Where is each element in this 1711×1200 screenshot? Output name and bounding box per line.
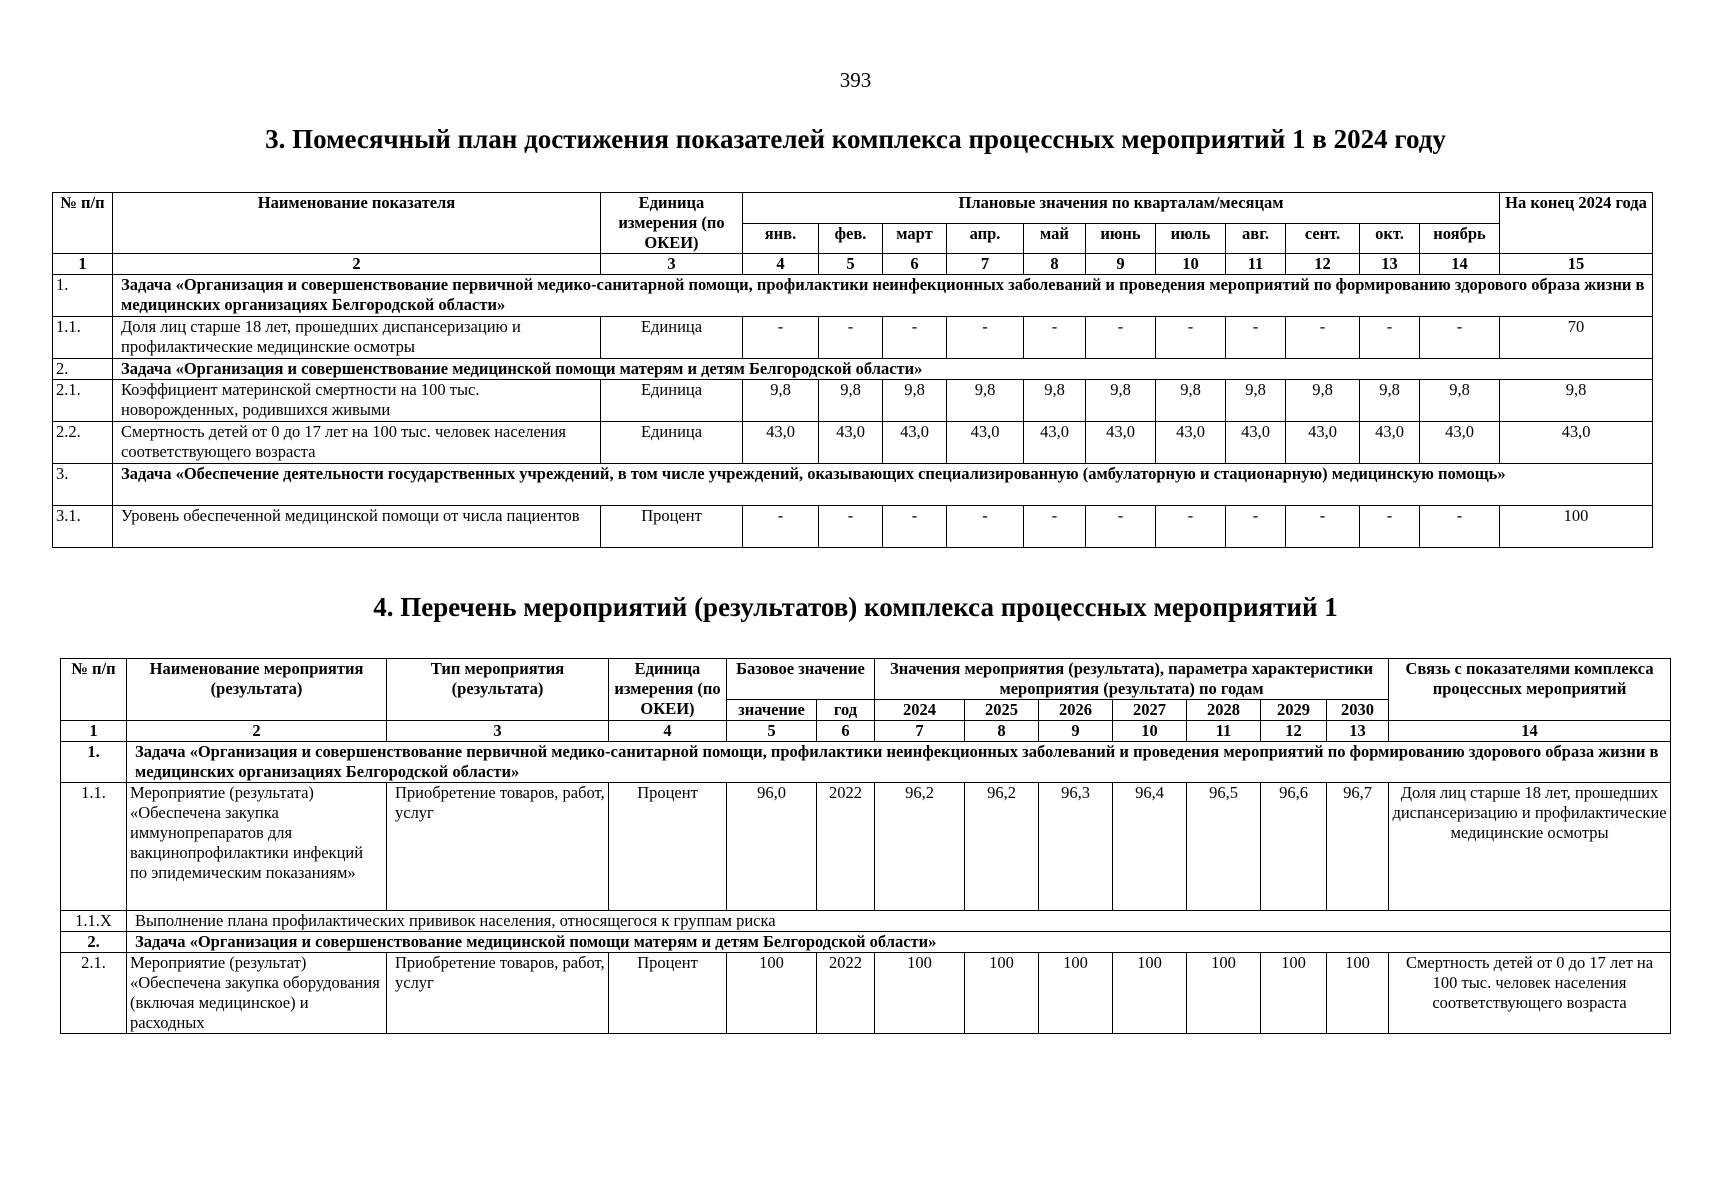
row-number: 1.1.Х — [61, 911, 127, 932]
month-value: - — [1086, 506, 1156, 548]
row-number: 1. — [53, 275, 113, 317]
year-value: 96,4 — [1113, 783, 1187, 911]
month-value: 43,0 — [819, 422, 883, 464]
column-number: 3 — [387, 721, 609, 742]
month-value: - — [1420, 317, 1500, 359]
indicator-unit: Процент — [601, 506, 743, 548]
column-number: 4 — [743, 254, 819, 275]
activity-row — [61, 953, 1671, 1034]
column-number: 3 — [601, 254, 743, 275]
month-value: - — [1360, 317, 1420, 359]
section3-title: 3. Помесячный план достижения показателей комплекса процессных мероприятий 1 в 2024 году — [265, 124, 1446, 154]
column-number: 10 — [1113, 721, 1187, 742]
row-number: 2.2. — [53, 422, 113, 464]
activity-type: Приобретение товаров, работ, услуг — [387, 783, 609, 911]
year-value: 96,2 — [875, 783, 965, 911]
header-plan: Плановые значения по кварталам/месяцам — [743, 193, 1500, 224]
header-base-year: год — [817, 700, 875, 721]
indicator-unit: Единица — [601, 317, 743, 359]
activity-name: Мероприятие (результат) «Обеспечена закупка оборудования (включая медицинское) и расходных — [127, 953, 387, 1034]
task-row — [53, 275, 1653, 317]
column-number: 8 — [1024, 254, 1086, 275]
column-number: 14 — [1389, 721, 1671, 742]
column-number: 4 — [609, 721, 727, 742]
header-year: 2025 — [965, 700, 1039, 721]
header-year: 2030 — [1327, 700, 1389, 721]
month-value: 9,8 — [1086, 380, 1156, 422]
month-value: 9,8 — [1420, 380, 1500, 422]
header-year: 2029 — [1261, 700, 1327, 721]
month-value: - — [883, 317, 947, 359]
year-value: 96,7 — [1327, 783, 1389, 911]
column-number: 7 — [947, 254, 1024, 275]
month-value: 9,8 — [1156, 380, 1226, 422]
month-value: 9,8 — [1226, 380, 1286, 422]
month-value: 43,0 — [1226, 422, 1286, 464]
header-month: окт. — [1360, 223, 1420, 254]
month-value: 43,0 — [1360, 422, 1420, 464]
task-row — [61, 932, 1671, 953]
year-value: 100 — [965, 953, 1039, 1034]
month-value: - — [1286, 317, 1360, 359]
month-value: 43,0 — [1286, 422, 1360, 464]
header-link: Связь с показателями комплекса процессных мероприятий — [1389, 659, 1671, 721]
header-year: 2028 — [1187, 700, 1261, 721]
activities-table — [60, 658, 1671, 1034]
month-value: 9,8 — [947, 380, 1024, 422]
header-activity-type: Тип мероприятия (результата) — [387, 659, 609, 721]
month-value: - — [947, 506, 1024, 548]
column-number: 5 — [819, 254, 883, 275]
year-value: 96,6 — [1261, 783, 1327, 911]
year-value: 100 — [1327, 953, 1389, 1034]
header-base-value: значение — [727, 700, 817, 721]
row-number: 2.1. — [61, 953, 127, 1034]
task-row — [53, 359, 1653, 380]
row-number: 2. — [53, 359, 113, 380]
column-number: 6 — [817, 721, 875, 742]
month-value: - — [819, 317, 883, 359]
month-value: 9,8 — [883, 380, 947, 422]
task-text: Задача «Организация и совершенствование медицинской помощи матерям и детям Белгородской области» — [113, 359, 1653, 380]
month-value: - — [883, 506, 947, 548]
month-value: - — [819, 506, 883, 548]
task-text: Задача «Организация и совершенствование первичной медико-санитарной помощи, профилактики неинфекционных заболеваний и проведения мероприятий по формированию здорового образа жизни в медицинских организациях Белгородской области» — [113, 275, 1653, 317]
year-value: 96,5 — [1187, 783, 1261, 911]
column-number: 7 — [875, 721, 965, 742]
month-value: - — [1156, 506, 1226, 548]
header-month: май — [1024, 223, 1086, 254]
activity-unit: Процент — [609, 953, 727, 1034]
column-number: 10 — [1156, 254, 1226, 275]
year-value: 100 — [1261, 953, 1327, 1034]
base-value: 96,0 — [727, 783, 817, 911]
month-value: 9,8 — [1024, 380, 1086, 422]
header-month: сент. — [1286, 223, 1360, 254]
header-month: апр. — [947, 223, 1024, 254]
column-number: 12 — [1261, 721, 1327, 742]
month-value: - — [947, 317, 1024, 359]
header-month: июнь — [1086, 223, 1156, 254]
month-value: - — [1086, 317, 1156, 359]
activity-type: Приобретение товаров, работ, услуг — [387, 953, 609, 1034]
year-value: 100 — [1039, 953, 1113, 1034]
column-number: 15 — [1500, 254, 1653, 275]
linked-indicator: Доля лиц старше 18 лет, прошедших диспансеризацию и профилактические медицинские осмотры — [1389, 783, 1671, 911]
month-value: 9,8 — [1360, 380, 1420, 422]
indicator-name: Доля лиц старше 18 лет, прошедших диспансеризацию и профилактические медицинские осмотры — [113, 317, 601, 359]
row-number: 1.1. — [61, 783, 127, 911]
column-number: 5 — [727, 721, 817, 742]
indicator-row — [53, 317, 1653, 359]
header-month: март — [883, 223, 947, 254]
month-value: 43,0 — [1420, 422, 1500, 464]
month-value: 43,0 — [1086, 422, 1156, 464]
indicator-name: Коэффициент материнской смертности на 100 тыс. новорожденных, родившихся живыми — [113, 380, 601, 422]
row-number: 2.1. — [53, 380, 113, 422]
month-value: 43,0 — [883, 422, 947, 464]
column-number: 9 — [1039, 721, 1113, 742]
month-value: - — [1286, 506, 1360, 548]
row-number: 1.1. — [53, 317, 113, 359]
task-row — [53, 464, 1653, 506]
indicator-unit: Единица — [601, 422, 743, 464]
task-row — [61, 742, 1671, 783]
note-row — [61, 911, 1671, 932]
base-year: 2022 — [817, 783, 875, 911]
year-value: 100 — [875, 953, 965, 1034]
month-value: 43,0 — [1156, 422, 1226, 464]
column-number: 2 — [113, 254, 601, 275]
column-number: 6 — [883, 254, 947, 275]
column-number: 2 — [127, 721, 387, 742]
column-number: 13 — [1327, 721, 1389, 742]
column-number: 9 — [1086, 254, 1156, 275]
base-value: 100 — [727, 953, 817, 1034]
month-value: - — [1024, 506, 1086, 548]
end-of-year-value: 100 — [1500, 506, 1653, 548]
column-number: 12 — [1286, 254, 1360, 275]
row-number: 1. — [61, 742, 127, 783]
task-text: Задача «Организация и совершенствование первичной медико-санитарной помощи, профилактики неинфекционных заболеваний и проведения мероприятий по формированию здорового образа жизни в медицинских организациях Белгородской области» — [127, 742, 1671, 783]
header-activity-name: Наименование мероприятия (результата) — [127, 659, 387, 721]
indicator-name: Уровень обеспеченной медицинской помощи от числа пациентов — [113, 506, 601, 548]
header-month: янв. — [743, 223, 819, 254]
section4-title: 4. Перечень мероприятий (результатов) комплекса процессных мероприятий 1 — [373, 592, 1338, 622]
activity-row — [61, 783, 1671, 911]
month-value: 9,8 — [1286, 380, 1360, 422]
column-number: 11 — [1187, 721, 1261, 742]
header-month: июль — [1156, 223, 1226, 254]
year-value: 100 — [1187, 953, 1261, 1034]
header-end-of-year: На конец 2024 года — [1500, 193, 1653, 254]
month-value: - — [1226, 317, 1286, 359]
column-number: 8 — [965, 721, 1039, 742]
header-unit: Единица измерения (по ОКЕИ) — [601, 193, 743, 254]
header-month: ноябрь — [1420, 223, 1500, 254]
month-value: - — [1156, 317, 1226, 359]
linked-indicator: Смертность детей от 0 до 17 лет на 100 тыс. человек населения соответствующего возраста — [1389, 953, 1671, 1034]
header-year: 2024 — [875, 700, 965, 721]
column-number: 14 — [1420, 254, 1500, 275]
column-number: 13 — [1360, 254, 1420, 275]
base-year: 2022 — [817, 953, 875, 1034]
activity-name: Мероприятие (результата) «Обеспечена закупка иммунопрепаратов для вакцинопрофилактики инфекций по эпидемическим показаниям» — [127, 783, 387, 911]
year-value: 96,2 — [965, 783, 1039, 911]
month-value: 43,0 — [743, 422, 819, 464]
indicator-unit: Единица — [601, 380, 743, 422]
header-num: № п/п — [53, 193, 113, 254]
month-value: - — [1360, 506, 1420, 548]
header-indicator-name: Наименование показателя — [113, 193, 601, 254]
header-year: 2027 — [1113, 700, 1187, 721]
indicator-row — [53, 422, 1653, 464]
row-number: 2. — [61, 932, 127, 953]
task-text: Задача «Обеспечение деятельности государственных учреждений, в том числе учреждений, оказывающих специализированную (амбулаторную и стационарную) медицинскую помощь» — [113, 464, 1653, 506]
indicator-name: Смертность детей от 0 до 17 лет на 100 тыс. человек населения соответствующего возраста — [113, 422, 601, 464]
month-value: - — [1024, 317, 1086, 359]
page-number: 393 — [839, 68, 872, 92]
note-text: Выполнение плана профилактических прививок населения, относящегося к группам риска — [127, 911, 1671, 932]
month-value: - — [743, 506, 819, 548]
indicator-row — [53, 506, 1653, 548]
header-year: 2026 — [1039, 700, 1113, 721]
year-value: 96,3 — [1039, 783, 1113, 911]
header-unit: Единица измерения (по ОКЕИ) — [609, 659, 727, 721]
header-month: фев. — [819, 223, 883, 254]
header-month: авг. — [1226, 223, 1286, 254]
month-value: 9,8 — [819, 380, 883, 422]
month-value: - — [1226, 506, 1286, 548]
monthly-plan-table — [52, 192, 1653, 548]
column-number: 1 — [53, 254, 113, 275]
header-num: № п/п — [61, 659, 127, 721]
year-value: 100 — [1113, 953, 1187, 1034]
column-number: 1 — [61, 721, 127, 742]
activity-unit: Процент — [609, 783, 727, 911]
end-of-year-value: 9,8 — [1500, 380, 1653, 422]
row-number: 3.1. — [53, 506, 113, 548]
task-text: Задача «Организация и совершенствование медицинской помощи матерям и детям Белгородской области» — [127, 932, 1671, 953]
header-base: Базовое значение — [727, 659, 875, 700]
row-number: 3. — [53, 464, 113, 506]
end-of-year-value: 43,0 — [1500, 422, 1653, 464]
header-values: Значения мероприятия (результата), параметра характеристики мероприятия (результата) по годам — [875, 659, 1389, 700]
end-of-year-value: 70 — [1500, 317, 1653, 359]
month-value: - — [1420, 506, 1500, 548]
month-value: 43,0 — [1024, 422, 1086, 464]
month-value: - — [743, 317, 819, 359]
month-value: 43,0 — [947, 422, 1024, 464]
month-value: 9,8 — [743, 380, 819, 422]
indicator-row — [53, 380, 1653, 422]
column-number: 11 — [1226, 254, 1286, 275]
